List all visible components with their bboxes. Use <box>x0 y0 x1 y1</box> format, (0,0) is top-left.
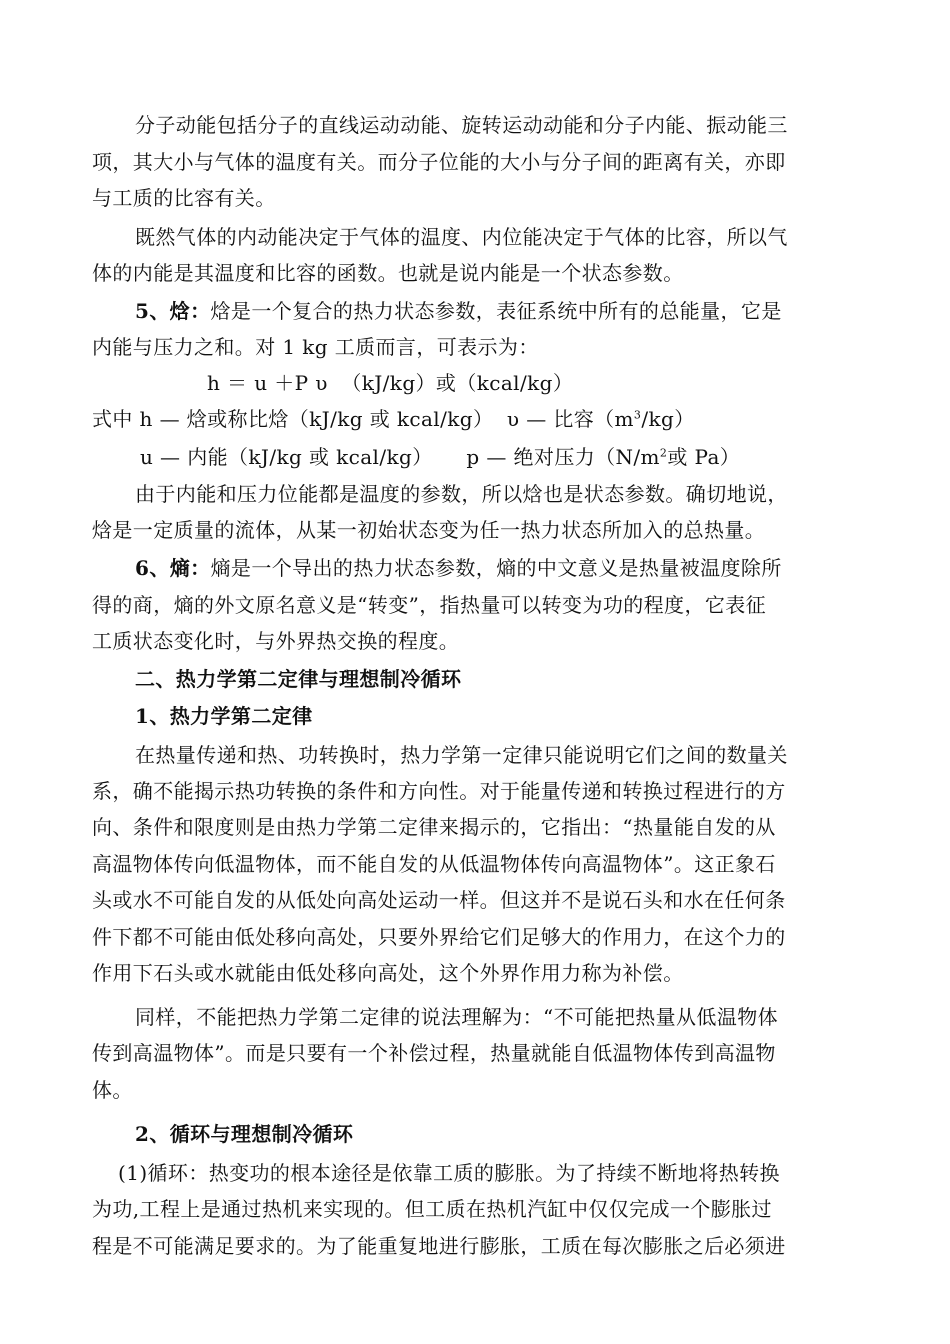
subsection-heading: 2、循环与理想制冷循环 <box>135 1122 354 1146</box>
formula-definition: 式中 h — 焓或称比焓（kJ/kg 或 kcal/kg） υ — 比容$(m^3/kg)$ <box>92 407 695 431</box>
paragraph-line: 件下都不可能由低处移向高处，只要外界给它们足够大的作用力，在这个力的 <box>92 925 786 949</box>
paragraph-line: 体的内能是其温度和比容的函数。也就是说内能是一个状态参数。 <box>92 261 684 285</box>
paragraph-line: 与工质的比容有关。 <box>92 186 276 210</box>
paragraph-line: 作用下石头或水就能由低处移向高处，这个外界作用力称为补偿。 <box>92 961 684 985</box>
section-heading: 二、热力学第二定律与理想制冷循环 <box>135 667 462 691</box>
enthalpy-line <box>135 294 782 328</box>
paragraph-line: 为功,工程上是通过热机来实现的。但工质在热机汽缸中仅仅完成一个膨胀过 <box>92 1197 772 1221</box>
paragraph-line: 同样，不能把热力学第二定律的说法理解为：“不可能把热量从低温物体 <box>135 1005 779 1029</box>
subsection-heading: 1、热力学第二定律 <box>135 704 313 728</box>
entropy-line <box>135 551 782 585</box>
paragraph-line: 向、条件和限度则是由热力学第二定律来揭示的，它指出：“热量能自发的从 <box>92 815 776 839</box>
paragraph-line: 分子动能包括分子的直线运动动能、旋转运动动能和分子内能、振动能三 <box>135 113 788 137</box>
paragraph-line: 项，其大小与气体的温度有关。而分子位能的大小与分子间的距离有关，亦即 <box>92 150 786 174</box>
entropy-heading: 6、熵： <box>135 556 211 580</box>
enthalpy-formula: h ＝ u ＋P υ （kJ/kg）或（kcal/kg） <box>207 371 574 395</box>
enthalpy-heading: 5、焓： <box>135 299 211 323</box>
paragraph-line: 焓是一定质量的流体，从某一初始状态变为任一热力状态所加入的总热量。 <box>92 518 766 542</box>
paragraph-line: 系，确不能揭示热功转换的条件和方向性。对于能量传递和转换过程进行的方 <box>92 779 786 803</box>
entropy-text: 熵是一个导出的热力状态参数，熵的中文意义是热量被温度除所 <box>210 556 782 580</box>
formula-definition: u — 内能（kJ/kg 或 kcal/kg） p — 绝对压力（$N/m^2$或 Pa） <box>140 445 741 469</box>
paragraph-line: 在热量传递和热、功转换时，热力学第一定律只能说明它们之间的数量关 <box>135 743 788 767</box>
paragraph-line: 工质状态变化时，与外界热交换的程度。 <box>92 629 460 653</box>
paragraph-line: 体。 <box>92 1078 133 1102</box>
enthalpy-text: 焓是一个复合的热力状态参数，表征系统中所有的总能量，它是 <box>210 299 782 323</box>
paragraph-line: 头或水不可能自发的从低处向高处运动一样。但这并不是说石头和水在任何条 <box>92 888 786 912</box>
paragraph-line: 传到高温物体”。而是只要有一个补偿过程，热量就能自低温物体传到高温物 <box>92 1041 776 1065</box>
paragraph-line: 既然气体的内动能决定于气体的温度、内位能决定于气体的比容，所以气 <box>135 225 788 249</box>
paragraph-line: (1)循环：热变功的根本途径是依靠工质的膨胀。为了持续不断地将热转换 <box>118 1161 780 1185</box>
paragraph-line: 内能与压力之和。对 1 kg 工质而言，可表示为： <box>92 335 539 359</box>
paragraph-line: 高温物体传向低温物体，而不能自发的从低温物体传向高温物体”。这正象石 <box>92 852 776 876</box>
paragraph-line: 由于内能和压力位能都是温度的参数，所以焓也是状态参数。确切地说， <box>135 482 788 506</box>
paragraph-line: 程是不可能满足要求的。为了能重复地进行膨胀，工质在每次膨胀之后必须进 <box>92 1234 786 1258</box>
paragraph-line: 得的商，熵的外文原名意义是“转变”，指热量可以转变为功的程度，它表征 <box>92 593 767 617</box>
